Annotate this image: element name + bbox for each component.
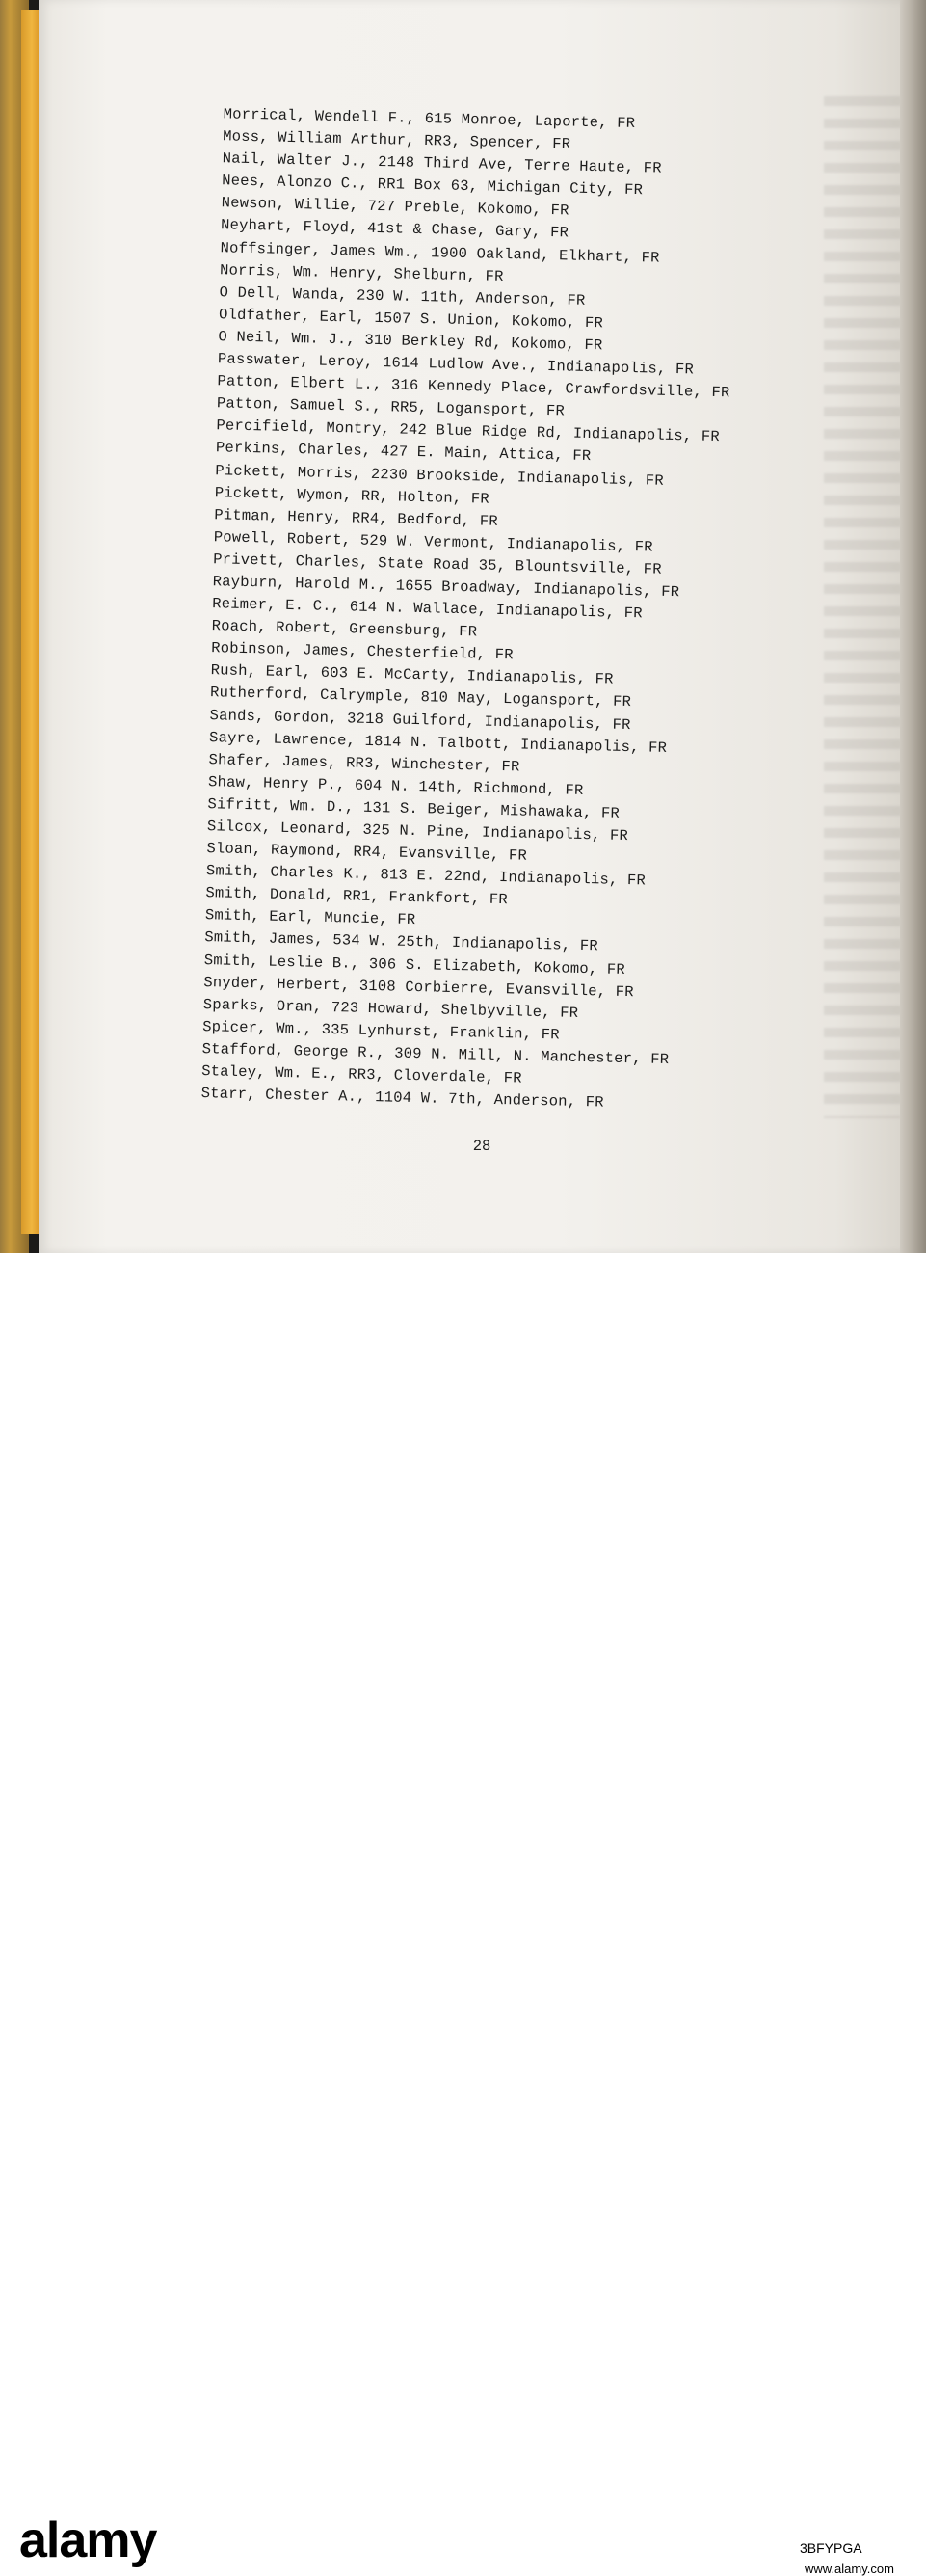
directory-entry: Sloan, Raymond, RR4, Evansville, FR [206, 840, 528, 865]
directory-entry: Starr, Chester A., 1104 W. 7th, Anderson, FR [200, 1085, 604, 1112]
directory-entry: O Dell, Wanda, 230 W. 11th, Anderson, FR [219, 283, 586, 309]
directory-entry: Smith, Charles K., 813 E. 22nd, Indianapolis, FR [205, 862, 647, 890]
scanned-page [0, 0, 926, 1253]
directory-entry: Rush, Earl, 603 E. McCarty, Indianapolis, FR [210, 661, 614, 688]
directory-entry: Pickett, Morris, 2230 Brookside, Indianapolis, FR [215, 461, 665, 490]
directory-entry: Pickett, Wymon, RR, Holton, FR [214, 483, 490, 508]
directory-entry: Morrical, Wendell F., 615 Monroe, Laporte, FR [223, 105, 636, 133]
directory-entry: Patton, Samuel S., RR5, Logansport, FR [216, 394, 566, 420]
directory-entry: Rutherford, Calrymple, 810 May, Logansport, FR [209, 684, 632, 711]
directory-entry: Silcox, Leonard, 325 N. Pine, Indianapolis, FR [206, 818, 629, 845]
directory-entry: Smith, James, 534 W. 25th, Indianapolis, FR [204, 928, 599, 955]
image-id: 3BFYPGA [800, 2540, 862, 2556]
directory-entry: Sparks, Oran, 723 Howard, Shelbyville, FR [202, 995, 579, 1022]
directory-entry: Neyhart, Floyd, 41st & Chase, Gary, FR [220, 216, 569, 242]
directory-entry: Shafer, James, RR3, Winchester, FR [208, 750, 520, 776]
watermark-url: www.alamy.com [805, 2562, 894, 2576]
directory-entry: Staley, Wm. E., RR3, Cloverdale, FR [201, 1062, 522, 1087]
directory-entry: Rayburn, Harold M., 1655 Broadway, Indianapolis, FR [212, 573, 680, 602]
directory-entry: Spicer, Wm., 335 Lynhurst, Franklin, FR [202, 1017, 560, 1044]
directory-entry: Newson, Willie, 727 Preble, Kokomo, FR [221, 194, 569, 220]
directory-entry: Reimer, E. C., 614 N. Wallace, Indianapolis, FR [212, 595, 643, 623]
directory-entry: Smith, Earl, Muncie, FR [204, 906, 416, 929]
directory-entry: Shaw, Henry P., 604 N. 14th, Richmond, FR [207, 772, 584, 799]
directory-entry: Privett, Charles, State Road 35, Blountsville, FR [213, 550, 662, 578]
alamy-logo: alamy [19, 2512, 157, 2568]
directory-entry: Oldfather, Earl, 1507 S. Union, Kokomo, FR [218, 306, 604, 333]
directory-entry: Sayre, Lawrence, 1814 N. Talbott, Indianapolis, FR [208, 728, 668, 757]
directory-entry: Sands, Gordon, 3218 Guilford, Indianapolis, FR [209, 706, 631, 734]
directory-entry: Perkins, Charles, 427 E. Main, Attica, FR [215, 439, 592, 466]
directory-entry: Robinson, James, Chesterfield, FR [210, 639, 514, 664]
directory-entry: Noffsinger, James Wm., 1900 Oakland, Elkhart, FR [220, 238, 660, 267]
directory-entry: Powell, Robert, 529 W. Vermont, Indianapolis, FR [213, 527, 653, 556]
directory-entry: Percifield, Montry, 242 Blue Ridge Rd, Indianapolis, FR [216, 416, 721, 446]
directory-entry: Nail, Walter J., 2148 Third Ave, Terre Haute, FR [222, 149, 662, 177]
directory-entry: Passwater, Leroy, 1614 Ludlow Ave., Indianapolis, FR [217, 350, 695, 379]
directory-entry: Snyder, Herbert, 3108 Corbierre, Evansville, FR [203, 973, 634, 1001]
page-right-edge [900, 0, 926, 1253]
directory-entry: Smith, Donald, RR1, Frankfort, FR [205, 884, 509, 909]
directory-entry: Roach, Robert, Greensburg, FR [211, 617, 478, 641]
page-number: 28 [472, 1138, 491, 1155]
directory-entry: Moss, William Arthur, RR3, Spencer, FR [223, 127, 571, 153]
directory-entry: Sifritt, Wm. D., 131 S. Beiger, Mishawaka, FR [207, 795, 621, 822]
directory-entry: Norris, Wm. Henry, Shelburn, FR [219, 260, 504, 285]
directory-entry: Smith, Leslie B., 306 S. Elizabeth, Kokomo, FR [203, 951, 626, 979]
directory-entry: Stafford, George R., 309 N. Mill, N. Manchester, FR [201, 1040, 670, 1068]
directory-entry: Pitman, Henry, RR4, Bedford, FR [214, 505, 499, 530]
directory-entry: O Neil, Wm. J., 310 Berkley Rd, Kokomo, FR [218, 328, 603, 355]
directory-list [200, 103, 878, 1119]
directory-entry: Patton, Elbert L., 316 Kennedy Place, Crawfordsville, FR [217, 372, 730, 402]
directory-entry: Nees, Alonzo C., RR1 Box 63, Michigan City, FR [221, 172, 644, 200]
watermark-strip [0, 1253, 926, 2576]
